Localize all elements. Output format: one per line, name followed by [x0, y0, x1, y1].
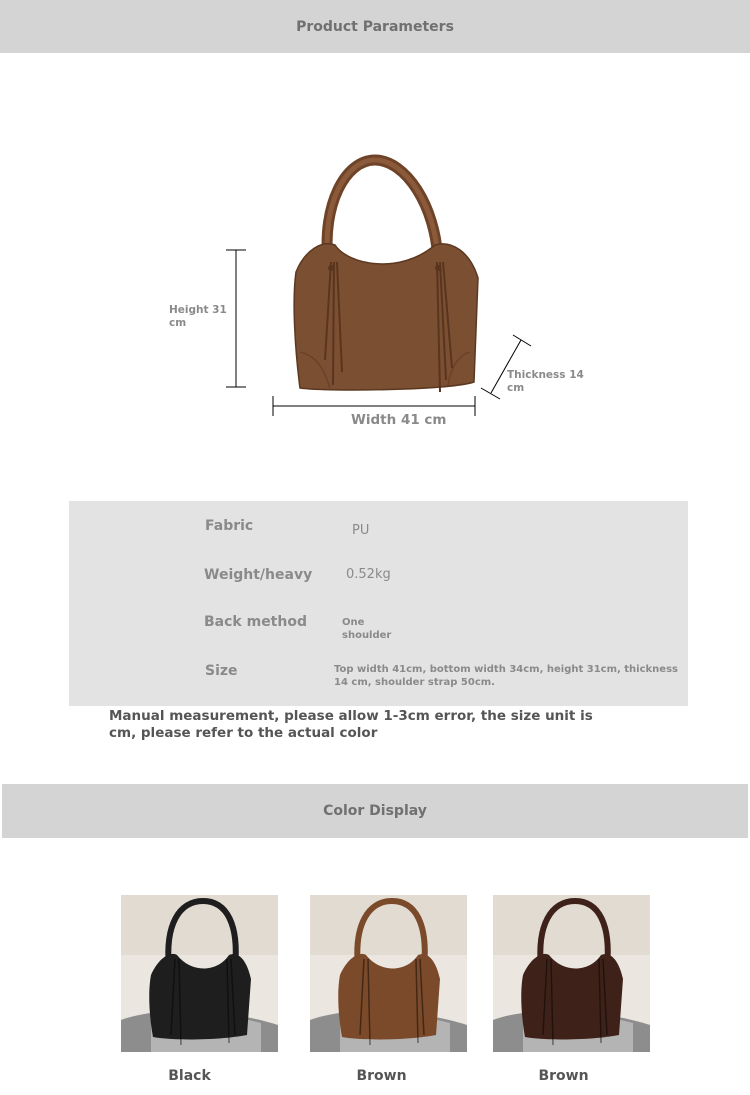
- spec-back-method-value: One shoulder: [342, 617, 392, 641]
- color-swatch-black[interactable]: [121, 895, 278, 1052]
- size-diagram: [0, 0, 750, 480]
- spec-weight-label: Weight/heavy: [204, 567, 313, 583]
- banner-title: Product Parameters: [296, 18, 454, 35]
- spec-table: [69, 501, 688, 706]
- thickness-label: Thickness 14 cm: [507, 369, 584, 394]
- banner-title: Color Display: [323, 803, 427, 819]
- color-label-black: Black: [168, 1068, 211, 1084]
- spec-fabric-label: Fabric: [205, 518, 254, 534]
- spec-size-value: Top width 41cm, bottom width 34cm, height 31cm, thickness 14 cm, shoulder strap 50cm.: [334, 664, 678, 688]
- spec-weight-value: 0.52kg: [346, 567, 391, 582]
- width-label: Width 41 cm: [351, 412, 447, 428]
- bag-diagram-illustration: [0, 0, 750, 480]
- spec-size-label: Size: [205, 663, 238, 679]
- color-label-brown: Brown: [356, 1068, 407, 1084]
- measurement-note: Manual measurement, please allow 1-3cm error, the size unit is cm, please refer to the actual color: [109, 708, 593, 741]
- bag-photo: [310, 895, 467, 1052]
- color-swatch-dark-brown[interactable]: [493, 895, 650, 1052]
- color-label-dark-brown: Brown: [538, 1068, 589, 1084]
- spec-fabric-value: PU: [352, 523, 370, 538]
- bag-photo: [493, 895, 650, 1052]
- color-display-banner: [2, 784, 748, 838]
- color-swatch-brown[interactable]: [310, 895, 467, 1052]
- spec-back-method-label: Back method: [204, 614, 307, 630]
- bag-photo: [121, 895, 278, 1052]
- height-label: Height 31 cm: [169, 304, 227, 329]
